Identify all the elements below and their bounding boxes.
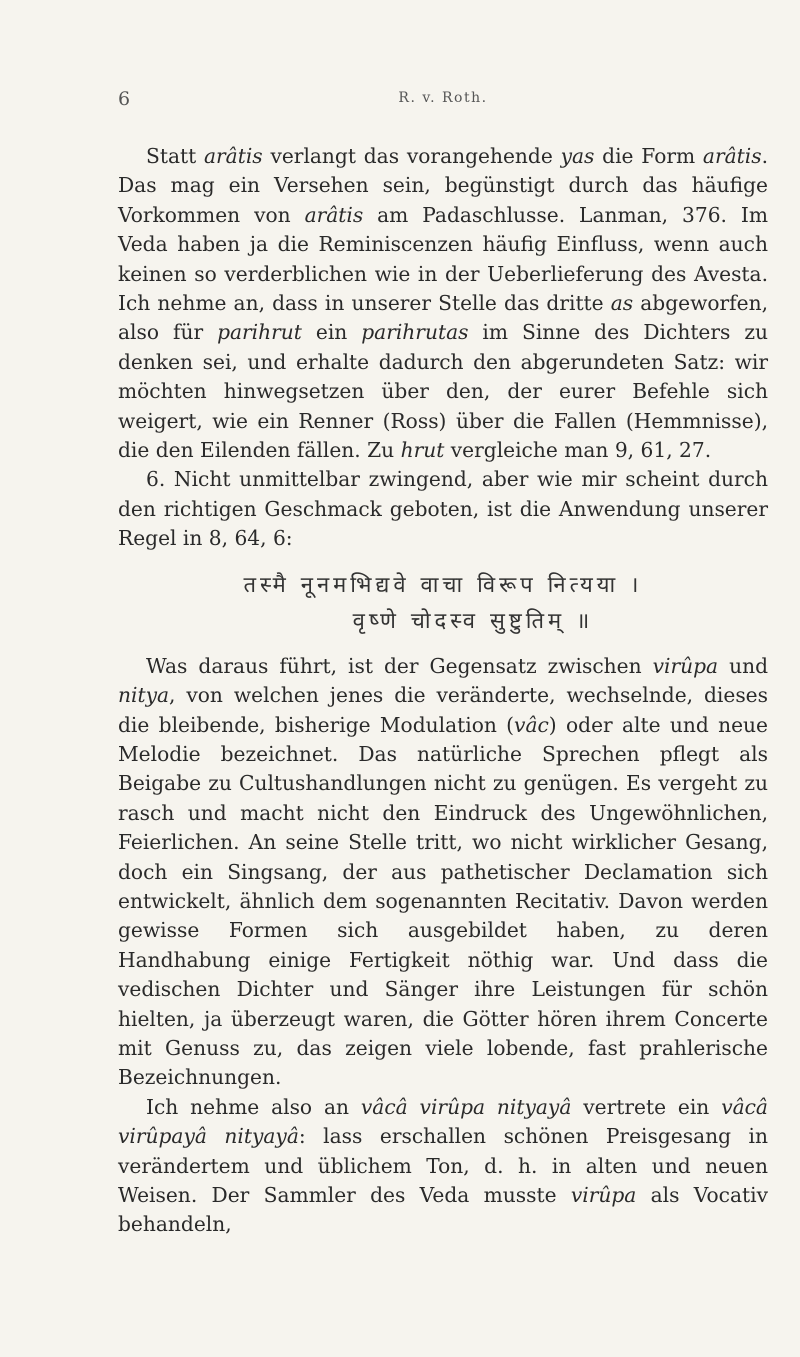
verse-line-1: तस्मै नूनमभिद्यवे वाचा विरूप नित्यया । [243,572,643,598]
sanskrit-verse [118,568,768,640]
body-text [118,142,768,1240]
paragraph-2: 6. Nicht unmittelbar zwingend, aber wie mir scheint durch den richtigen Geschmack geboten, ist die Anwendung unserer Regel in 8, 64, 6: [118,467,768,551]
page-header [118,88,768,118]
paragraph-4: Ich nehme also an vâcâ virûpa nityayâ vertrete ein vâcâ virûpayâ nityayâ: lass erschallen schönen Preisgesang in verändertem und üblichem Ton, d. h. in alten und neuen Weisen. Der Sammler des Veda musste virûpa als Vocativ behandeln, [118,1094,768,1237]
paragraph-1: Statt arâtis verlangt das vorangehende yas die Form arâtis. Das mag ein Versehen sein, begünstigt durch das häufige Vorkommen von arâtis am Padaschlusse. Lanman, 376. Im Veda haben ja die Reminiscenzen häufig Einfluss, wenn auch keinen so verderblichen wie in der Ueberlieferung des Avesta. Ich nehme an, dass in unserer Stelle das dritte as abgeworfen, also für parihrut ein parihrutas im Sinne des Dichters zu denken sei, und erhalte dadurch den abgerundeten Satz: wir möchten hinwegsetzen über den, der eurer Befehle sich weigert, wie ein Renner (Ross) über die Fallen (Hemmnisse), die den Eilenden fällen. Zu hrut vergleiche man 9, 61, 27. [118,144,769,463]
page-number: 6 [118,88,131,110]
running-head: R. v. Roth. [398,90,488,106]
paragraph-3: Was daraus führt, ist der Gegensatz zwischen virûpa und nitya, von welchen jenes die veränderte, wechselnde, dieses die bleibende, bisherige Modulation (vâc) oder alte und neue Melodie bezeichnet. Das natürliche Sprechen pflegt als Beigabe zu Cultushandlungen nicht zu genügen. Es vergeht zu rasch und macht nicht den Eindruck des Ungewöhnlichen, Feierlichen. An seine Stelle tritt, wo nicht wirklicher Gesang, doch ein Singsang, der aus pathetischer Declamation sich entwickelt, ähnlich dem sogenannten Recitativ. Davon werden gewisse Formen sich ausgebildet haben, zu deren Handhabung einige Fertigkeit nöthig war. Und dass die vedischen Dichter und Sänger ihre Leistungen für schön hielten, ja überzeugt waren, die Götter hören ihrem Concerte mit Genuss zu, das zeigen viele lobende, fast prahlerische Bezeichnungen. [118,653,769,1090]
verse-line-2: वृष्णे चोदस्व सुष्टुतिम् ॥ [352,608,594,634]
